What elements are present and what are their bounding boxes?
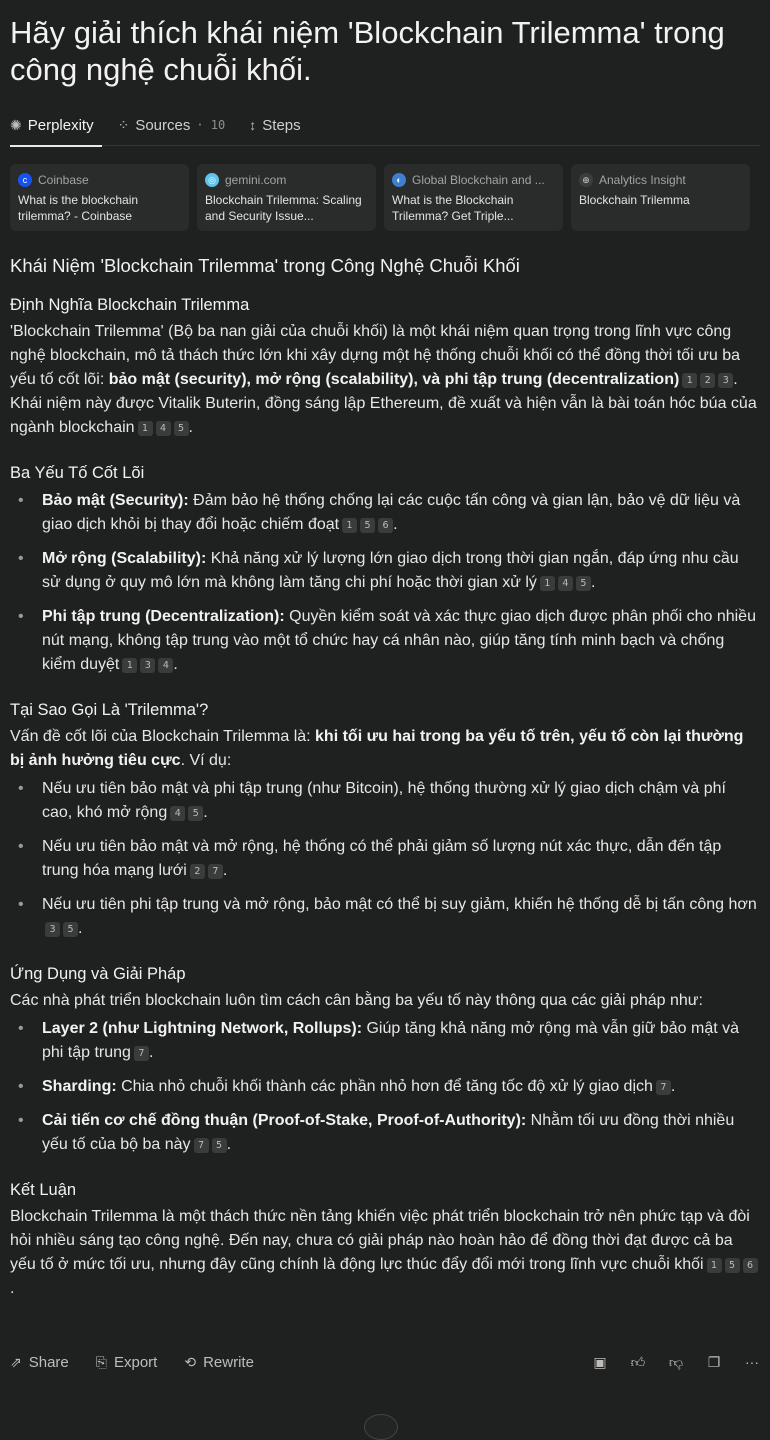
citation-badge[interactable]: 1: [138, 421, 153, 436]
button-label: Rewrite: [203, 1353, 254, 1371]
text: .: [78, 920, 83, 937]
section-solutions: [10, 962, 760, 1157]
globe-icon: ⊕: [579, 173, 593, 187]
text: Blockchain Trilemma là một thách thức nền tảng khiến việc phát triển blockchain trở nên phức tạp và đòi hỏi nhiều sáng tạo công nghệ. Đến nay, chưa có giải pháp nào hoàn hảo để đồng thời đạt được cả ba yếu tố ở mức tối ưu, nhưng đây cũng chính là động lực thúc đẩy đổi mới trong lĩnh vực chuỗi khối: [10, 1208, 750, 1273]
list-item: [10, 777, 760, 825]
paragraph: [10, 320, 760, 440]
section-why-trilemma: [10, 698, 760, 941]
scroll-down-button[interactable]: [364, 1414, 398, 1440]
source-site: gemini.com: [225, 173, 287, 187]
text: . Khái niệm này được Vitalik Buterin, đồng sáng lập Ethereum, đề xuất và hiện vẫn là bài toán hóc búa của ngành blockchain: [10, 371, 757, 436]
tab-label: Steps: [262, 116, 301, 134]
text: Vấn đề cốt lõi của Blockchain Trilemma là:: [10, 728, 316, 745]
bold-text: Phi tập trung (Decentralization):: [42, 608, 285, 625]
bullet-list: [10, 489, 760, 677]
list-item: [10, 489, 760, 537]
list-item: [10, 893, 760, 941]
bold-text: bảo mật (security), mở rộng (scalability), và phi tập trung (decentralization): [108, 371, 680, 388]
bold-text: Layer 2 (như Lightning Network, Rollups):: [42, 1020, 363, 1037]
text: 'Blockchain Trilemma' (Bộ ba nan giải của chuỗi khối) là một khái niệm quan trọng trong lĩnh vực công nghệ blockchain, mô tả thách thức lớn khi xây dựng một hệ thống chuỗi khối có thể đồng thời tối ưu ba yếu tố cốt lõi:: [10, 323, 740, 388]
answer-tabs: [10, 110, 760, 140]
globe-favicon-icon: ◐: [392, 173, 406, 187]
citation-badge[interactable]: 1: [540, 576, 555, 591]
more-icon[interactable]: ···: [745, 1354, 759, 1370]
citation-badge[interactable]: 5: [188, 806, 203, 821]
page-title: Hãy giải thích khái niệm 'Blockchain Trilemma' trong công nghệ chuỗi khối.: [10, 15, 725, 87]
model-chip-icon[interactable]: ▣: [593, 1353, 607, 1370]
citation-badge[interactable]: 4: [158, 658, 173, 673]
citation-badge[interactable]: 7: [134, 1046, 149, 1061]
source-title: What is the blockchain trilemma? - Coinbase: [18, 193, 139, 223]
text: . Ví dụ:: [180, 752, 232, 769]
share-icon: ⇗: [10, 1353, 22, 1370]
button-label: Share: [28, 1353, 69, 1371]
text: .: [670, 1078, 676, 1095]
text: Nếu ưu tiên bảo mật và mở rộng, hệ thống có thể phải giảm số lượng nút xác thực, dẫn đến tập trung hóa mạng lưới: [42, 838, 722, 879]
text: .: [222, 862, 228, 879]
rewrite-icon: ⟲: [184, 1353, 197, 1370]
bold-text: Cải tiến cơ chế đồng thuận (Proof-of-Stake, Proof-of-Authority):: [42, 1112, 527, 1129]
answer-content: [10, 253, 760, 1301]
citation-badge[interactable]: 2: [190, 864, 205, 879]
text: .: [10, 1280, 15, 1297]
citation-badge[interactable]: 5: [174, 421, 189, 436]
text: Quyền kiểm soát và xác thực giao dịch được phân phối cho nhiều nút mạng, không tập trung vào một tổ chức hay cá nhân nào, giúp tăng tính minh bạch và chống kiểm duyệt: [42, 608, 756, 673]
citation-badge[interactable]: 5: [63, 922, 78, 937]
text: Nếu ưu tiên phi tập trung và mở rộng, bảo mật có thể bị suy giảm, khiến hệ thống dễ bị tấn công hơn: [42, 896, 757, 913]
citation-badge[interactable]: 7: [208, 864, 223, 879]
source-site: Coinbase: [38, 173, 89, 187]
bold-text: Bảo mật (Security):: [42, 492, 189, 509]
text: Giúp tăng khả năng mở rộng mà vẫn giữ bảo mật và phi tập trung: [42, 1020, 739, 1061]
source-card[interactable]: [384, 164, 563, 231]
bullet-list: [10, 1017, 760, 1157]
citation-badge[interactable]: 6: [378, 518, 393, 533]
citation-badge[interactable]: 3: [718, 373, 733, 388]
citation-badge[interactable]: 6: [743, 1258, 758, 1273]
text: Nếu ưu tiên bảo mật và phi tập trung (như Bitcoin), hệ thống thường xử lý giao dịch chậm và phí cao, khó mở rộng: [42, 780, 726, 821]
section-core-factors: [10, 461, 760, 677]
citation-badge[interactable]: 5: [576, 576, 591, 591]
section-title: Định Nghĩa Blockchain Trilemma: [10, 296, 250, 314]
paragraph: [10, 725, 760, 773]
text: .: [148, 1044, 154, 1061]
citation-badge[interactable]: 1: [682, 373, 697, 388]
active-tab-indicator: [10, 145, 102, 147]
perplexity-icon: ✺: [10, 116, 22, 133]
source-title: What is the Blockchain Trilemma? Get Triple...: [392, 193, 514, 223]
citation-badge[interactable]: 7: [656, 1080, 671, 1095]
text: .: [226, 1136, 232, 1153]
export-button[interactable]: [96, 1354, 158, 1371]
list-item: [10, 835, 760, 883]
source-cards: [10, 164, 760, 231]
share-button[interactable]: [10, 1354, 69, 1371]
source-card[interactable]: [10, 164, 189, 231]
rewrite-button[interactable]: [184, 1354, 254, 1371]
section-title: Kết Luận: [10, 1181, 77, 1199]
text: .: [203, 804, 208, 821]
gemini-favicon-icon: ◎: [205, 173, 219, 187]
sources-count: · 10: [196, 118, 226, 132]
section-conclusion: [10, 1178, 760, 1301]
citation-badge[interactable]: 7: [194, 1138, 209, 1153]
text: .: [393, 516, 398, 533]
export-icon: ⎘: [95, 1353, 107, 1370]
section-definition: [10, 293, 760, 440]
citation-badge[interactable]: 5: [725, 1258, 740, 1273]
citation-badge[interactable]: 4: [170, 806, 185, 821]
citation-badge[interactable]: 3: [45, 922, 60, 937]
citation-badge[interactable]: 1: [122, 658, 137, 673]
text: .: [188, 419, 193, 436]
source-title: Blockchain Trilemma: Scaling and Security Issue...: [205, 193, 362, 223]
citation-badge[interactable]: 4: [156, 421, 171, 436]
feedback-icons: [570, 1354, 760, 1371]
source-title: Blockchain Trilemma: [579, 193, 690, 207]
citation-badge[interactable]: 1: [342, 518, 357, 533]
thumbs-up-icon[interactable]: 👍︎: [630, 1353, 646, 1370]
source-card[interactable]: [197, 164, 376, 231]
tab-perplexity[interactable]: [10, 110, 94, 140]
list-item: [10, 1017, 760, 1065]
list-item: [10, 1109, 760, 1157]
text: Nhằm tối ưu đồng thời nhiều yếu tố của bộ ba này: [42, 1112, 735, 1153]
section-title: Tại Sao Gọi Là 'Trilemma'?: [10, 701, 209, 719]
citation-badge[interactable]: 2: [700, 373, 715, 388]
steps-icon: ↕: [249, 117, 257, 133]
tab-steps[interactable]: [249, 110, 300, 140]
section-title: Ứng Dụng và Giải Pháp: [10, 965, 186, 983]
bold-text: Sharding:: [42, 1078, 117, 1095]
source-site: Analytics Insight: [599, 173, 686, 187]
source-site: Global Blockchain and ...: [412, 173, 545, 187]
text: Đảm bảo hệ thống chống lại các cuộc tấn công và gian lận, bảo vệ dữ liệu và giao dịch khỏi bị thay đổi hoặc chiếm đoạt: [42, 492, 741, 533]
source-card[interactable]: [571, 164, 750, 231]
citation-badge[interactable]: 3: [140, 658, 155, 673]
answer-actions: [10, 1350, 760, 1374]
citation-badge[interactable]: 4: [558, 576, 573, 591]
paragraph: [10, 1205, 760, 1301]
list-item: [10, 1075, 760, 1099]
copy-icon[interactable]: ❐: [707, 1353, 721, 1370]
coinbase-favicon-icon: c: [18, 173, 32, 187]
citation-badge[interactable]: 1: [707, 1258, 722, 1273]
text: Khả năng xử lý lượng lớn giao dịch trong thời gian ngắn, đáp ứng nhu cầu sử dụng ở quy mô lớn mà không làm tăng chi phí hoặc thời gian xử lý: [42, 550, 739, 591]
text: Chia nhỏ chuỗi khối thành các phần nhỏ hơn để tăng tốc độ xử lý giao dịch: [116, 1078, 653, 1095]
bold-text: Mở rộng (Scalability):: [42, 550, 207, 567]
text: .: [173, 656, 178, 673]
tab-label: Perplexity: [27, 116, 94, 134]
tab-label: Sources: [135, 116, 191, 134]
tab-divider: [10, 145, 760, 146]
section-title: Ba Yếu Tố Cốt Lõi: [10, 464, 145, 482]
bold-text: khi tối ưu hai trong ba yếu tố trên, yếu tố còn lại thường bị ảnh hưởng tiêu cực: [10, 728, 744, 769]
text: .: [590, 574, 596, 591]
tab-sources[interactable]: [118, 110, 226, 140]
thumbs-down-icon[interactable]: 👎︎: [668, 1353, 684, 1370]
bullet-list: [10, 777, 760, 941]
list-item: [10, 547, 760, 595]
citation-badge[interactable]: 5: [212, 1138, 227, 1153]
button-label: Export: [113, 1353, 158, 1371]
citation-badge[interactable]: 5: [360, 518, 375, 533]
sources-icon: ⁘: [117, 116, 130, 133]
list-item: [10, 605, 760, 677]
paragraph: Các nhà phát triển blockchain luôn tìm cách cân bằng ba yếu tố này thông qua các giải pháp như:: [10, 992, 703, 1009]
answer-heading: Khái Niệm 'Blockchain Trilemma' trong Công Nghệ Chuỗi Khối: [10, 255, 520, 276]
